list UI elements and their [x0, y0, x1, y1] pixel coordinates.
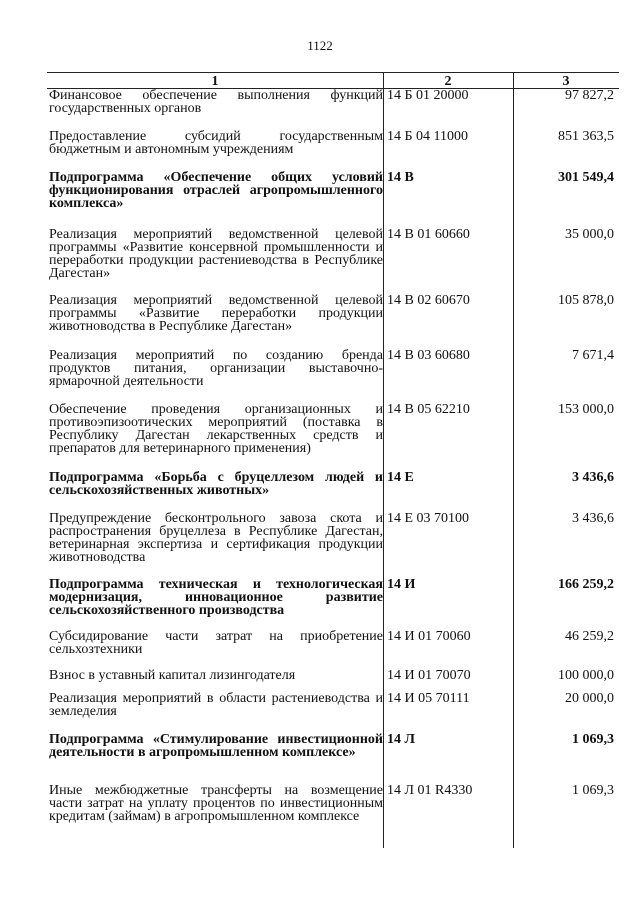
- row-name: Иные межбюджетные трансферты на возмещение части затрат на уплату процентов по инвестиционным кредитам (займам) в агропромышленном комплексе: [49, 783, 383, 824]
- row-code: 14 В 02 60670: [387, 293, 470, 308]
- page-number: 1122: [307, 38, 333, 53]
- row-sum: 851 363,5: [558, 129, 614, 144]
- row-name: Предоставление субсидий государственным бюджетным и автономным учреждениям: [49, 129, 383, 157]
- row-sum: 97 827,2: [565, 88, 614, 103]
- row-name: Подпрограмма техническая и технологическая модернизация, инновационное развитие сельскохозяйственного производства: [49, 577, 383, 618]
- row-code: 14 Е: [387, 470, 414, 485]
- row-name: Предупреждение бесконтрольного завоза скота и распространения бруцеллеза в Республике Дагестан, ветеринарная экспертиза и сертификация продукции животноводства: [49, 511, 383, 565]
- column-divider-1: [383, 72, 384, 848]
- column-divider-2: [513, 72, 514, 848]
- row-code: 14 И: [387, 577, 416, 592]
- row-code: 14 В 05 62210: [387, 402, 470, 417]
- row-sum: 35 000,0: [565, 227, 614, 242]
- row-name: Подпрограмма «Стимулирование инвестиционной деятельности в агропромышленном комплексе»: [49, 732, 383, 760]
- row-code: 14 Л: [387, 732, 415, 747]
- row-sum: 3 436,6: [572, 470, 614, 485]
- row-sum: 105 878,0: [558, 293, 614, 308]
- header-col-2: 2: [444, 74, 452, 89]
- row-sum: 3 436,6: [572, 511, 614, 526]
- row-sum: 153 000,0: [558, 402, 614, 417]
- row-name: Обеспечение проведения организационных и противоэпизоотических мероприятий (поставка в Республику Дагестан лекарственных средств и препаратов для ветеринарного применения): [49, 402, 383, 456]
- row-name: Подпрограмма «Борьба с бруцеллезом людей и сельскохозяйственных животных»: [49, 470, 383, 498]
- row-sum: 100 000,0: [558, 668, 614, 683]
- budget-table: [47, 72, 619, 872]
- row-code: 14 В 01 60660: [387, 227, 470, 242]
- row-name: Реализация мероприятий по созданию бренда продуктов питания, организации выставочно-ярмарочной деятельности: [49, 348, 383, 389]
- row-code: 14 Б 04 11000: [387, 129, 469, 144]
- row-sum: 166 259,2: [558, 577, 614, 592]
- row-sum: 20 000,0: [565, 691, 614, 706]
- row-sum: 7 671,4: [572, 348, 614, 363]
- row-code: 14 И 05 70111: [387, 691, 470, 706]
- row-name: Субсидирование части затрат на приобретение сельхозтехники: [49, 629, 383, 657]
- row-code: 14 В: [387, 170, 414, 185]
- row-name: Взнос в уставный капитал лизингодателя: [49, 668, 296, 683]
- row-name: Финансовое обеспечение выполнения функций государственных органов: [49, 88, 383, 116]
- row-sum: 1 069,3: [572, 732, 614, 747]
- row-code: 14 Е 03 70100: [387, 511, 470, 526]
- row-name: Реализация мероприятий в области растениеводства и земледелия: [49, 691, 383, 719]
- row-name: Подпрограмма «Обеспечение общих условий функционирования отраслей агропромышленного комплекса»: [49, 170, 383, 211]
- row-code: 14 Л 01 R4330: [387, 783, 473, 798]
- row-sum: 1 069,3: [572, 783, 614, 798]
- table-top-border: [47, 72, 619, 73]
- row-name: Реализация мероприятий ведомственной целевой программы «Развитие консервной промышленности и переработки продукции растениеводства в Республике Дагестан»: [49, 227, 383, 281]
- row-code: 14 И 01 70060: [387, 629, 471, 644]
- row-sum: 46 259,2: [565, 629, 614, 644]
- row-code: 14 И 01 70070: [387, 668, 471, 683]
- row-code: 14 Б 01 20000: [387, 88, 469, 103]
- row-name: Реализация мероприятий ведомственной целевой программы «Развитие переработки продукции животноводства в Республике Дагестан»: [49, 293, 383, 334]
- row-sum: 301 549,4: [558, 170, 614, 185]
- header-col-1: 1: [211, 74, 219, 89]
- row-code: 14 В 03 60680: [387, 348, 470, 363]
- header-col-3: 3: [562, 74, 570, 89]
